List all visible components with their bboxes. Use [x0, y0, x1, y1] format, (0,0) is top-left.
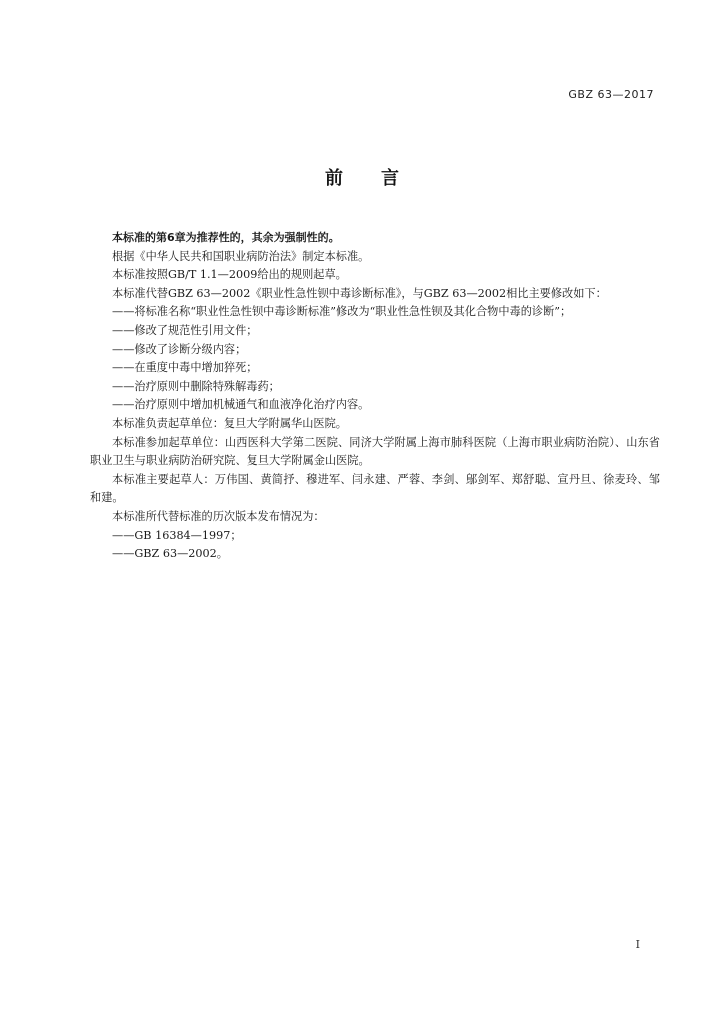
- page-number: I: [635, 938, 640, 951]
- list-item-change: ——修改了规范性引用文件；: [112, 323, 258, 337]
- paragraph-participating-units: 本标准参加起草单位：山西医科大学第二医院、同济大学附属上海市肺科医院（上海市职业病防治院）、山东省职业卫生与职业病防治研究院、复旦大学附属金山医院。: [90, 435, 660, 468]
- paragraph-main-drafters: 本标准主要起草人：万伟国、黄简抒、穆进军、闫永建、严蓉、李剑、鄔剑军、郑舒聪、宣丹旦、徐麦玲、邹和建。: [90, 472, 660, 505]
- foreword-body: [90, 229, 660, 564]
- list-item-change: ——治疗原则中增加机械通气和血液净化治疗内容。: [112, 398, 370, 412]
- paragraph-history: 本标准所代替标准的历次版本发布情况为：: [112, 509, 325, 523]
- list-item-change: ——修改了诊断分级内容；: [112, 342, 247, 356]
- standard-code: GBZ 63—2017: [568, 88, 654, 101]
- list-item-change: ——将标准名称“职业性急性钡中毒诊断标准”修改为“职业性急性钡及其化合物中毒的诊断”；: [112, 305, 572, 319]
- paragraph-replacement: 本标准代替GBZ 63—2002《职业性急性钡中毒诊断标准》，与GBZ 63—2002相比主要修改如下：: [112, 286, 607, 300]
- paragraph-legal-basis: 根据《中华人民共和国职业病防治法》制定本标准。: [112, 249, 370, 263]
- paragraph-drafting-rules: 本标准按照GB/T 1.1—2009给出的规则起草。: [112, 268, 347, 282]
- page-title: 前言: [325, 168, 437, 189]
- list-item-change: ——在重度中毒中增加猝死；: [112, 361, 258, 375]
- paragraph-mandatory-note: 本标准的第6章为推荐性的，其余为强制性的。: [112, 231, 340, 244]
- paragraph-responsible-unit: 本标准负责起草单位：复旦大学附属华山医院。: [112, 416, 347, 430]
- list-item-version: ——GB 16384—1997；: [112, 528, 242, 542]
- list-item-version: ——GBZ 63—2002。: [112, 547, 228, 561]
- list-item-change: ——治疗原则中删除特殊解毒药；: [112, 379, 280, 393]
